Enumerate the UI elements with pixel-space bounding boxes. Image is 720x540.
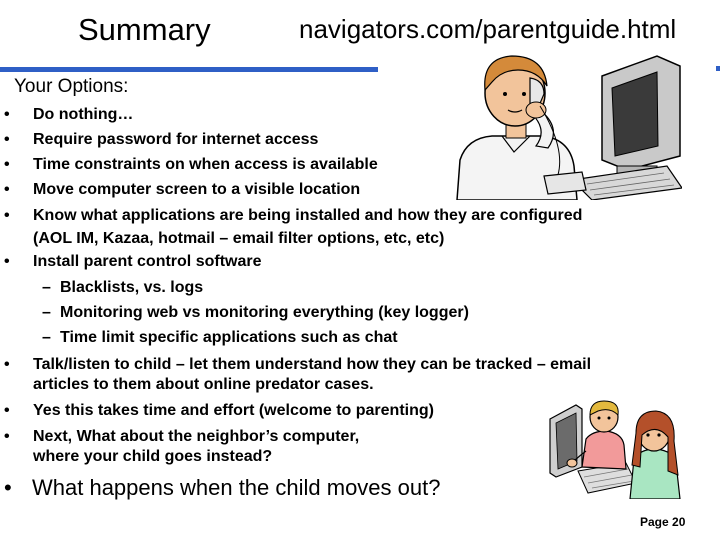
bullet-icon: •	[4, 356, 10, 373]
bullet-icon: •	[4, 156, 10, 173]
page-number: Page 20	[640, 515, 686, 529]
bullet-icon: •	[4, 207, 10, 224]
bullet-icon: •	[4, 428, 10, 445]
boy-on-phone-at-computer-clipart	[452, 48, 682, 200]
dash-icon: –	[42, 279, 51, 296]
list-item-text: Do nothing…	[33, 106, 134, 123]
sub-list-item-text: Time limit specific applications such as chat	[60, 329, 398, 346]
list-item-text: Talk/listen to child – let them understand how they can be tracked – email	[33, 356, 592, 373]
final-point-text: What happens when the child moves out?	[32, 475, 441, 500]
bullet-icon: •	[4, 253, 10, 270]
list-item-text: Yes this takes time and effort (welcome to parenting)	[33, 402, 434, 419]
bullet-icon: •	[4, 402, 10, 419]
bullet-icon: •	[4, 475, 12, 500]
sub-list-item	[42, 302, 469, 324]
list-item-text-continued: where your child goes instead?	[33, 448, 273, 465]
list-item-text: Know what applications are being installed and how they are configured	[33, 207, 583, 224]
list-item-text: Time constraints on when access is available	[33, 156, 378, 173]
title-divider-tick	[716, 66, 720, 71]
list-item-text-continued: (AOL IM, Kazaa, hotmail – email filter options, etc, etc)	[33, 230, 445, 247]
slide-title: Summary	[78, 12, 211, 47]
sub-list-item-text: Blacklists, vs. logs	[60, 279, 204, 296]
bullet-icon: •	[4, 181, 10, 198]
sub-list-item	[42, 277, 203, 299]
dash-icon: –	[42, 304, 51, 321]
sub-list-item-text: Monitoring web vs monitoring everything (key logger)	[60, 304, 469, 321]
two-children-at-computer-clipart	[548, 397, 688, 499]
bullet-icon: •	[4, 131, 10, 148]
dash-icon: –	[42, 329, 51, 346]
options-heading: Your Options:	[14, 76, 129, 97]
slide-url: navigators.com/parentguide.html	[299, 14, 677, 44]
list-item-text-continued: articles to them about online predator cases.	[33, 376, 374, 393]
sub-list-item	[42, 327, 398, 349]
list-item-text: Move computer screen to a visible location	[33, 181, 361, 198]
final-point	[4, 475, 440, 501]
list-item-text: Require password for internet access	[33, 131, 319, 148]
bullet-icon: •	[4, 106, 10, 123]
list-item-text: Install parent control software	[33, 253, 262, 270]
list-item-text: Next, What about the neighbor’s computer,	[33, 428, 360, 445]
title-divider	[0, 67, 378, 72]
